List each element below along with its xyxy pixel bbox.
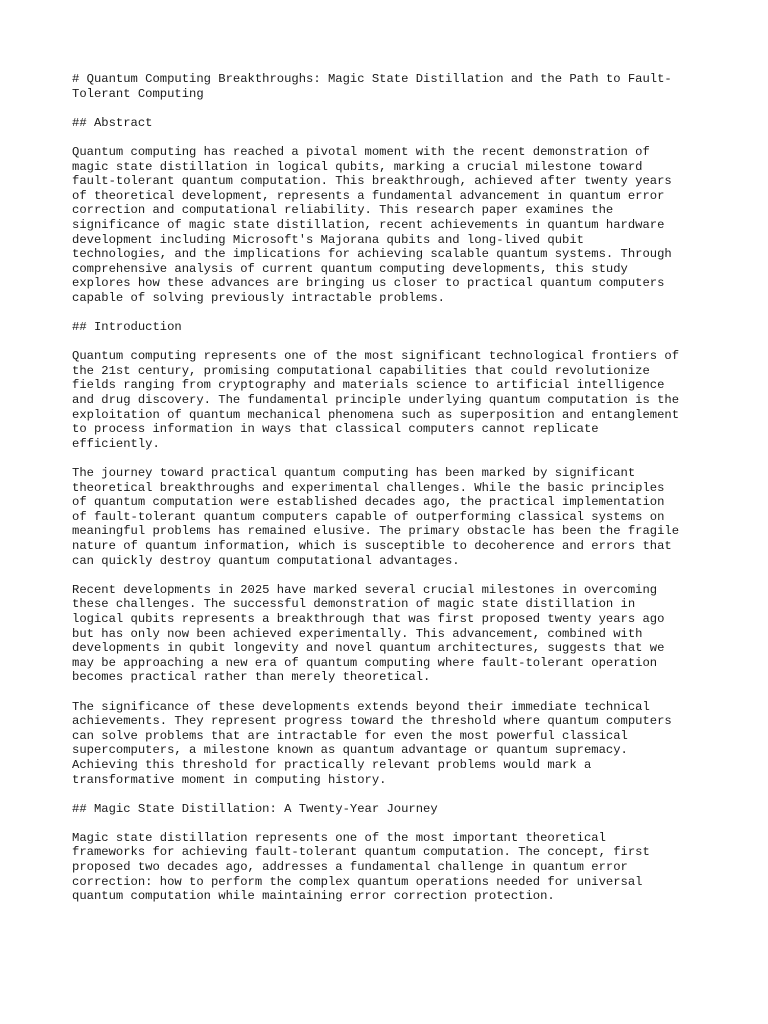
magic-state-paragraph-1: Magic state distillation represents one of the most important theoretical frameworks for achieving fault-tolerant quantum computation. The concept, first proposed two decades ago, addresses a fundamental challenge in quantum error correction: how to perform the complex quantum operations needed for universal quantum computation while maintaining error correction protection.: [72, 830, 650, 904]
magic-state-heading: ## Magic State Distillation: A Twenty-Year Journey: [72, 801, 438, 816]
document-page: [72, 72, 712, 918]
abstract-paragraph: Quantum computing has reached a pivotal moment with the recent demonstration of magic state distillation in logical qubits, marking a crucial milestone toward fault-tolerant quantum computation. This breakthrough, achieved after twenty years of theoretical development, represents a fundamental advancement in quantum error correction and computational reliability. This research paper examines the significance of magic state distillation, recent achievements in quantum hardware development including Microsoft's Majorana qubits and long-lived qubit technologies, and the implications for achieving scalable quantum systems. Through comprehensive analysis of current quantum computing developments, this study explores how these advances are bringing us closer to practical quantum computers capable of solving previously intractable problems.: [72, 144, 672, 305]
introduction-paragraph-2: The journey toward practical quantum computing has been marked by significant theoretical breakthroughs and experimental challenges. While the basic principles of quantum computation were established decades ago, the practical implementation of fault-tolerant quantum computers capable of outperforming classical systems on meaningful problems has remained elusive. The primary obstacle has been the fragile nature of quantum information, which is susceptible to decoherence and errors that can quickly destroy quantum computational advantages.: [72, 466, 680, 568]
abstract-heading: ## Abstract: [72, 115, 153, 130]
introduction-paragraph-3: Recent developments in 2025 have marked several crucial milestones in overcoming these challenges. The successful demonstration of magic state distillation in logical qubits represents a breakthrough that was first proposed twenty years ago but has only now been achieved experimentally. This advancement, combined with developments in qubit longevity and novel quantum architectures, suggests that we may be approaching a new era of quantum computing where fault-tolerant operation becomes practical rather than merely theoretical.: [72, 582, 665, 685]
document-title: # Quantum Computing Breakthroughs: Magic State Distillation and the Path to Fault- Tolerant Computing: [72, 72, 672, 101]
introduction-heading: ## Introduction: [72, 320, 182, 335]
introduction-paragraph-4: The significance of these developments extends beyond their immediate technical achievements. They represent progress toward the threshold where quantum computers can solve problems that are intractable for even the most powerful classical supercomputers, a milestone known as quantum advantage or quantum supremacy. Achieving this threshold for practically relevant problems would mark a transformative moment in computing history.: [72, 699, 672, 787]
introduction-paragraph-1: Quantum computing represents one of the most significant technological frontiers of the 21st century, promising computational capabilities that could revolutionize fields ranging from cryptography and materials science to artificial intelligence and drug discovery. The fundamental principle underlying quantum computation is the exploitation of quantum mechanical phenomena such as superposition and entanglement to process information in ways that classical computers cannot replicate efficiently.: [72, 349, 680, 451]
